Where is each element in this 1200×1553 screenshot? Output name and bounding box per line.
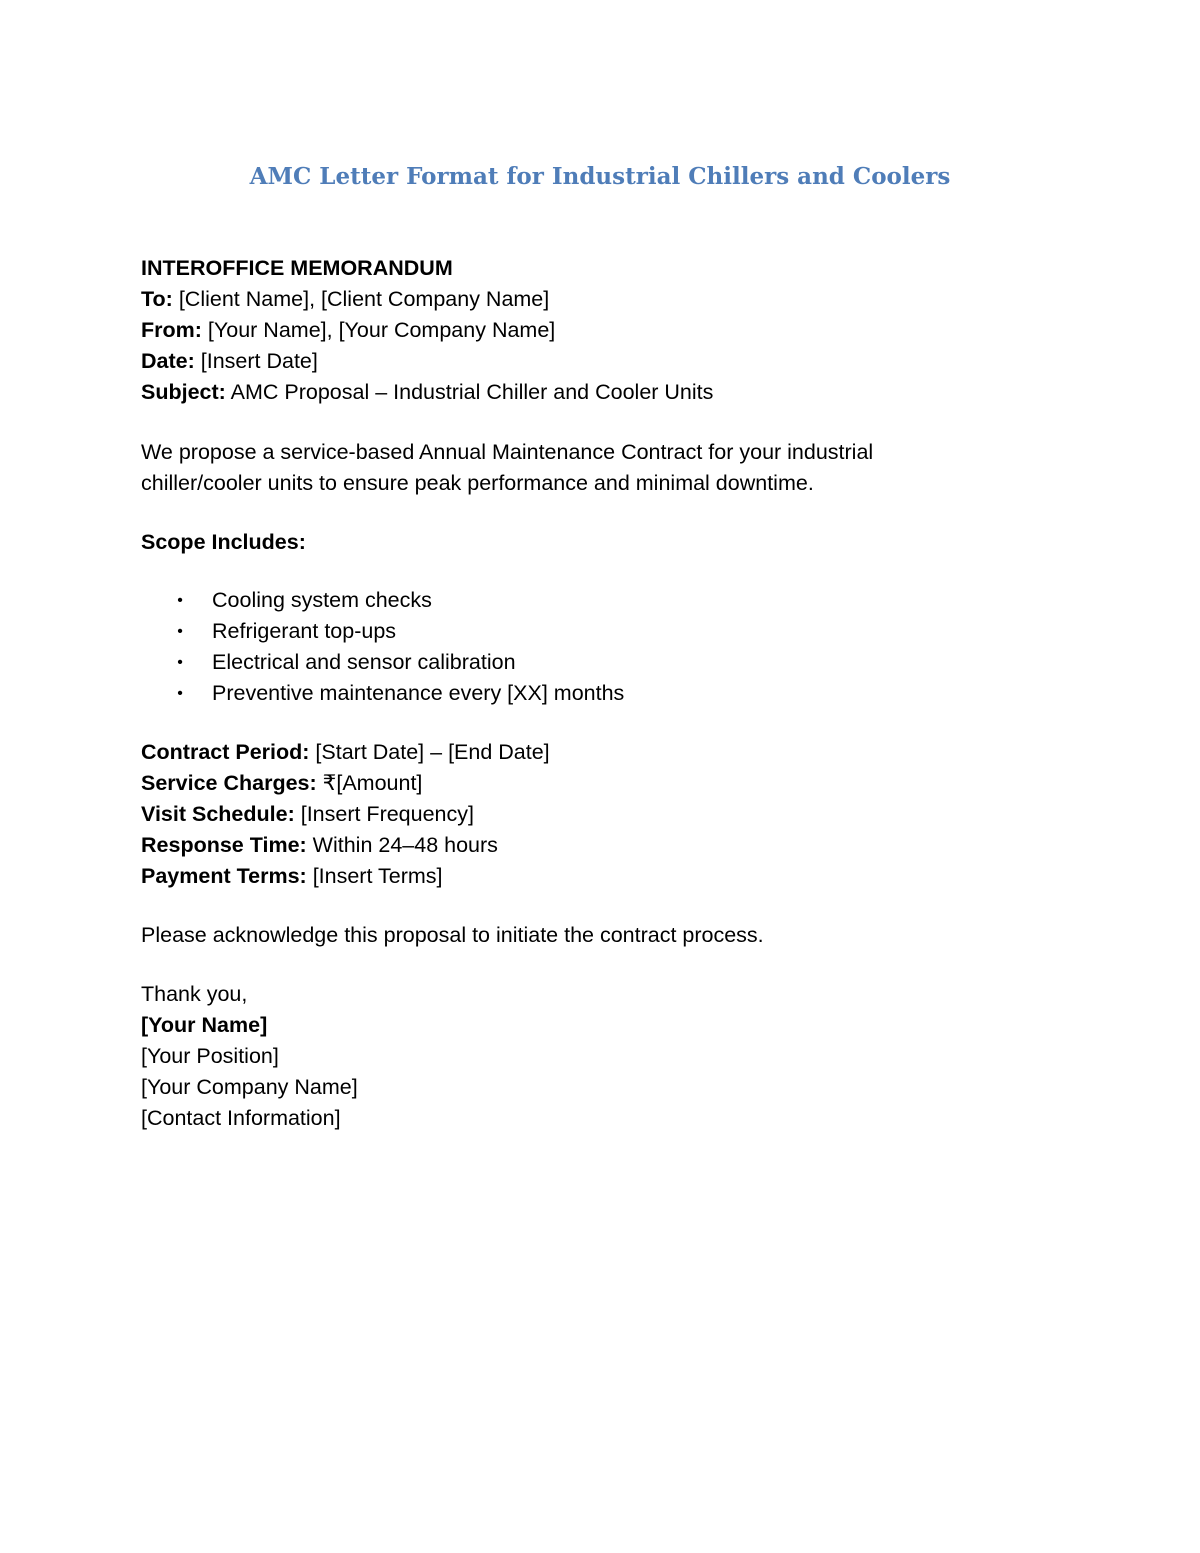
memo-from-line xyxy=(141,315,1041,346)
list-item-text: Refrigerant top-ups xyxy=(212,619,397,643)
payment-terms-line xyxy=(141,861,1041,892)
signature-name: [Your Name] xyxy=(141,1013,268,1037)
service-charges-label: Service Charges: xyxy=(141,771,317,795)
intro-paragraph xyxy=(141,437,1041,499)
visit-schedule-value: [Insert Frequency] xyxy=(300,802,474,826)
scope-heading: Scope Includes: xyxy=(141,530,306,554)
sign-off: Thank you, xyxy=(141,982,248,1006)
service-charges-line xyxy=(141,768,1041,799)
list-item-text: Cooling system checks xyxy=(212,588,432,612)
scope-list xyxy=(141,585,1041,709)
bullet-icon: • xyxy=(177,685,183,702)
memo-from-value: [Your Name], [Your Company Name] xyxy=(207,318,556,342)
list-item xyxy=(141,585,1041,616)
memo-to-line xyxy=(141,284,1041,315)
list-item xyxy=(141,647,1041,678)
scope-section xyxy=(141,527,1041,558)
signature-block xyxy=(141,979,1041,1134)
response-time-label: Response Time: xyxy=(141,833,307,857)
signature-contact: [Contact Information] xyxy=(141,1106,341,1130)
response-time-value: Within 24–48 hours xyxy=(312,833,498,857)
list-item xyxy=(141,616,1041,647)
contract-period-line xyxy=(141,737,1041,768)
memo-date-value: [Insert Date] xyxy=(200,349,318,373)
list-item-text: Preventive maintenance every [XX] months xyxy=(212,681,625,705)
memo-subject-value: AMC Proposal – Industrial Chiller and Cooler Units xyxy=(230,380,714,404)
memo-subject-line xyxy=(141,377,1041,408)
intro-line: chiller/cooler units to ensure peak performance and minimal downtime. xyxy=(141,471,814,495)
payment-terms-value: [Insert Terms] xyxy=(312,864,443,888)
closing-paragraph xyxy=(141,920,1041,951)
bullet-icon: • xyxy=(177,592,183,609)
bullet-icon: • xyxy=(177,654,183,671)
contract-period-value: [Start Date] – [End Date] xyxy=(315,740,550,764)
closing-request: Please acknowledge this proposal to initiate the contract process. xyxy=(141,923,764,947)
memo-heading: INTEROFFICE MEMORANDUM xyxy=(141,256,453,280)
signature-position: [Your Position] xyxy=(141,1044,279,1068)
memo-date-line xyxy=(141,346,1041,377)
document-title: AMC Letter Format for Industrial Chillers and Coolers xyxy=(249,163,951,190)
memo-header xyxy=(141,253,1041,408)
contract-details xyxy=(141,737,1041,892)
memo-to-value: [Client Name], [Client Company Name] xyxy=(178,287,550,311)
intro-line: We propose a service-based Annual Maintenance Contract for your industrial xyxy=(141,440,874,464)
contract-period-label: Contract Period: xyxy=(141,740,310,764)
bullet-icon: • xyxy=(177,623,183,640)
list-item-text: Electrical and sensor calibration xyxy=(212,650,516,674)
memo-date-label: Date: xyxy=(141,349,195,373)
list-item xyxy=(141,678,1041,709)
service-charges-value: ₹[Amount] xyxy=(322,771,423,795)
memo-subject-label: Subject: xyxy=(141,380,226,404)
payment-terms-label: Payment Terms: xyxy=(141,864,307,888)
memo-from-label: From: xyxy=(141,318,202,342)
visit-schedule-line xyxy=(141,799,1041,830)
memo-to-label: To: xyxy=(141,287,173,311)
signature-company: [Your Company Name] xyxy=(141,1075,358,1099)
visit-schedule-label: Visit Schedule: xyxy=(141,802,295,826)
scope-list-wrapper xyxy=(141,585,1041,709)
response-time-line xyxy=(141,830,1041,861)
